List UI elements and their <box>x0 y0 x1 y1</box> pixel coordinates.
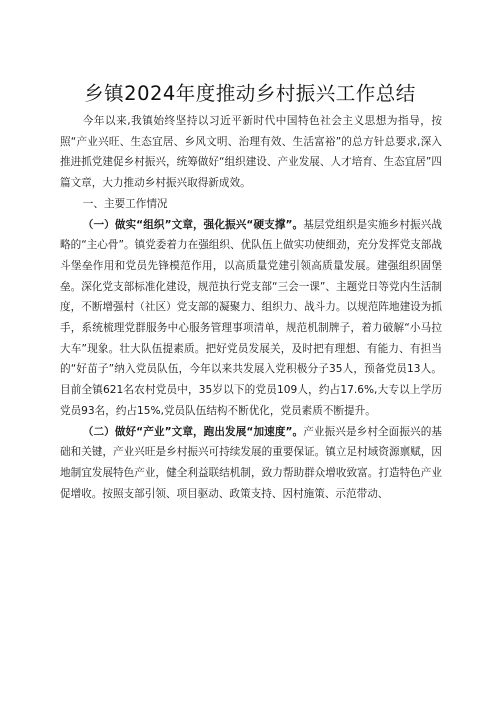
item2-body: 产业振兴是乡村全面振兴的基础和关键，产业兴旺是乡村振兴可持续发展的重要保证。镇立足村域资源禀赋，因地制宜发展特色产业，健全利益联结机制，致力帮助群众增收致富。打造特色产业促增收。按照支部引领、项目驱动、政策支持、因村施策、示范带动、 <box>60 425 442 500</box>
item2-title: （二）做好“产业”文章，跑出发展“加速度”。 <box>82 425 304 438</box>
section-heading: 一、主要工作情况 <box>82 197 168 210</box>
intro-paragraph: 今年以来,我镇始终坚持以习近平新时代中国特色社会主义思想为指导，按照“产业兴旺、生态宜居、乡风文明、治理有效、生活富裕”的总方针总要求,深入推进抓党建促乡村振兴，统筹做好“组织建设、产业发展、人才培育、生态宜居”四篇文章，大力推动乡村振兴取得新成效。 <box>60 115 442 190</box>
item1-paragraph <box>60 215 442 422</box>
item2-paragraph <box>60 422 442 505</box>
document-title: 乡镇2024年度推动乡村振兴工作总结 <box>84 82 416 105</box>
document-body <box>60 111 442 504</box>
item1-body: 基层党组织是实施乡村振兴战略的“主心骨”。镇党委着力在强组织、优队伍上做实功使细劲，充分发挥党支部战斗堡垒作用和党员先锋模范作用，以高质量党建引领高质量发展。建强组织固堡垒。深化党支部标准化建设，规范执行党支部“三会一课”、主题党日等党内生活制度，不断增强村（社区）党支部的凝聚力、组织力、战斗力。以规范阵地建设为抓手，系统梳理党群服务中心服务管理事项清单，规范机制牌子，着力破解“小马拉大车”现象。壮大队伍提素质。把好党员发展关，及时把有理想、有能力、有担当的“好苗子”纳入党员队伍，今年以来共发展入党积极分子35人，预备党员13人。目前全镇621名农村党员中，35岁以下的党员109人，约占17.6%,大专以上学历党员93名，约占15%,党员队伍结构不断优化，党员素质不断提升。 <box>60 218 442 417</box>
item1-title: （一）做实“组织”文章，强化振兴“硬支撑”。 <box>82 218 304 231</box>
